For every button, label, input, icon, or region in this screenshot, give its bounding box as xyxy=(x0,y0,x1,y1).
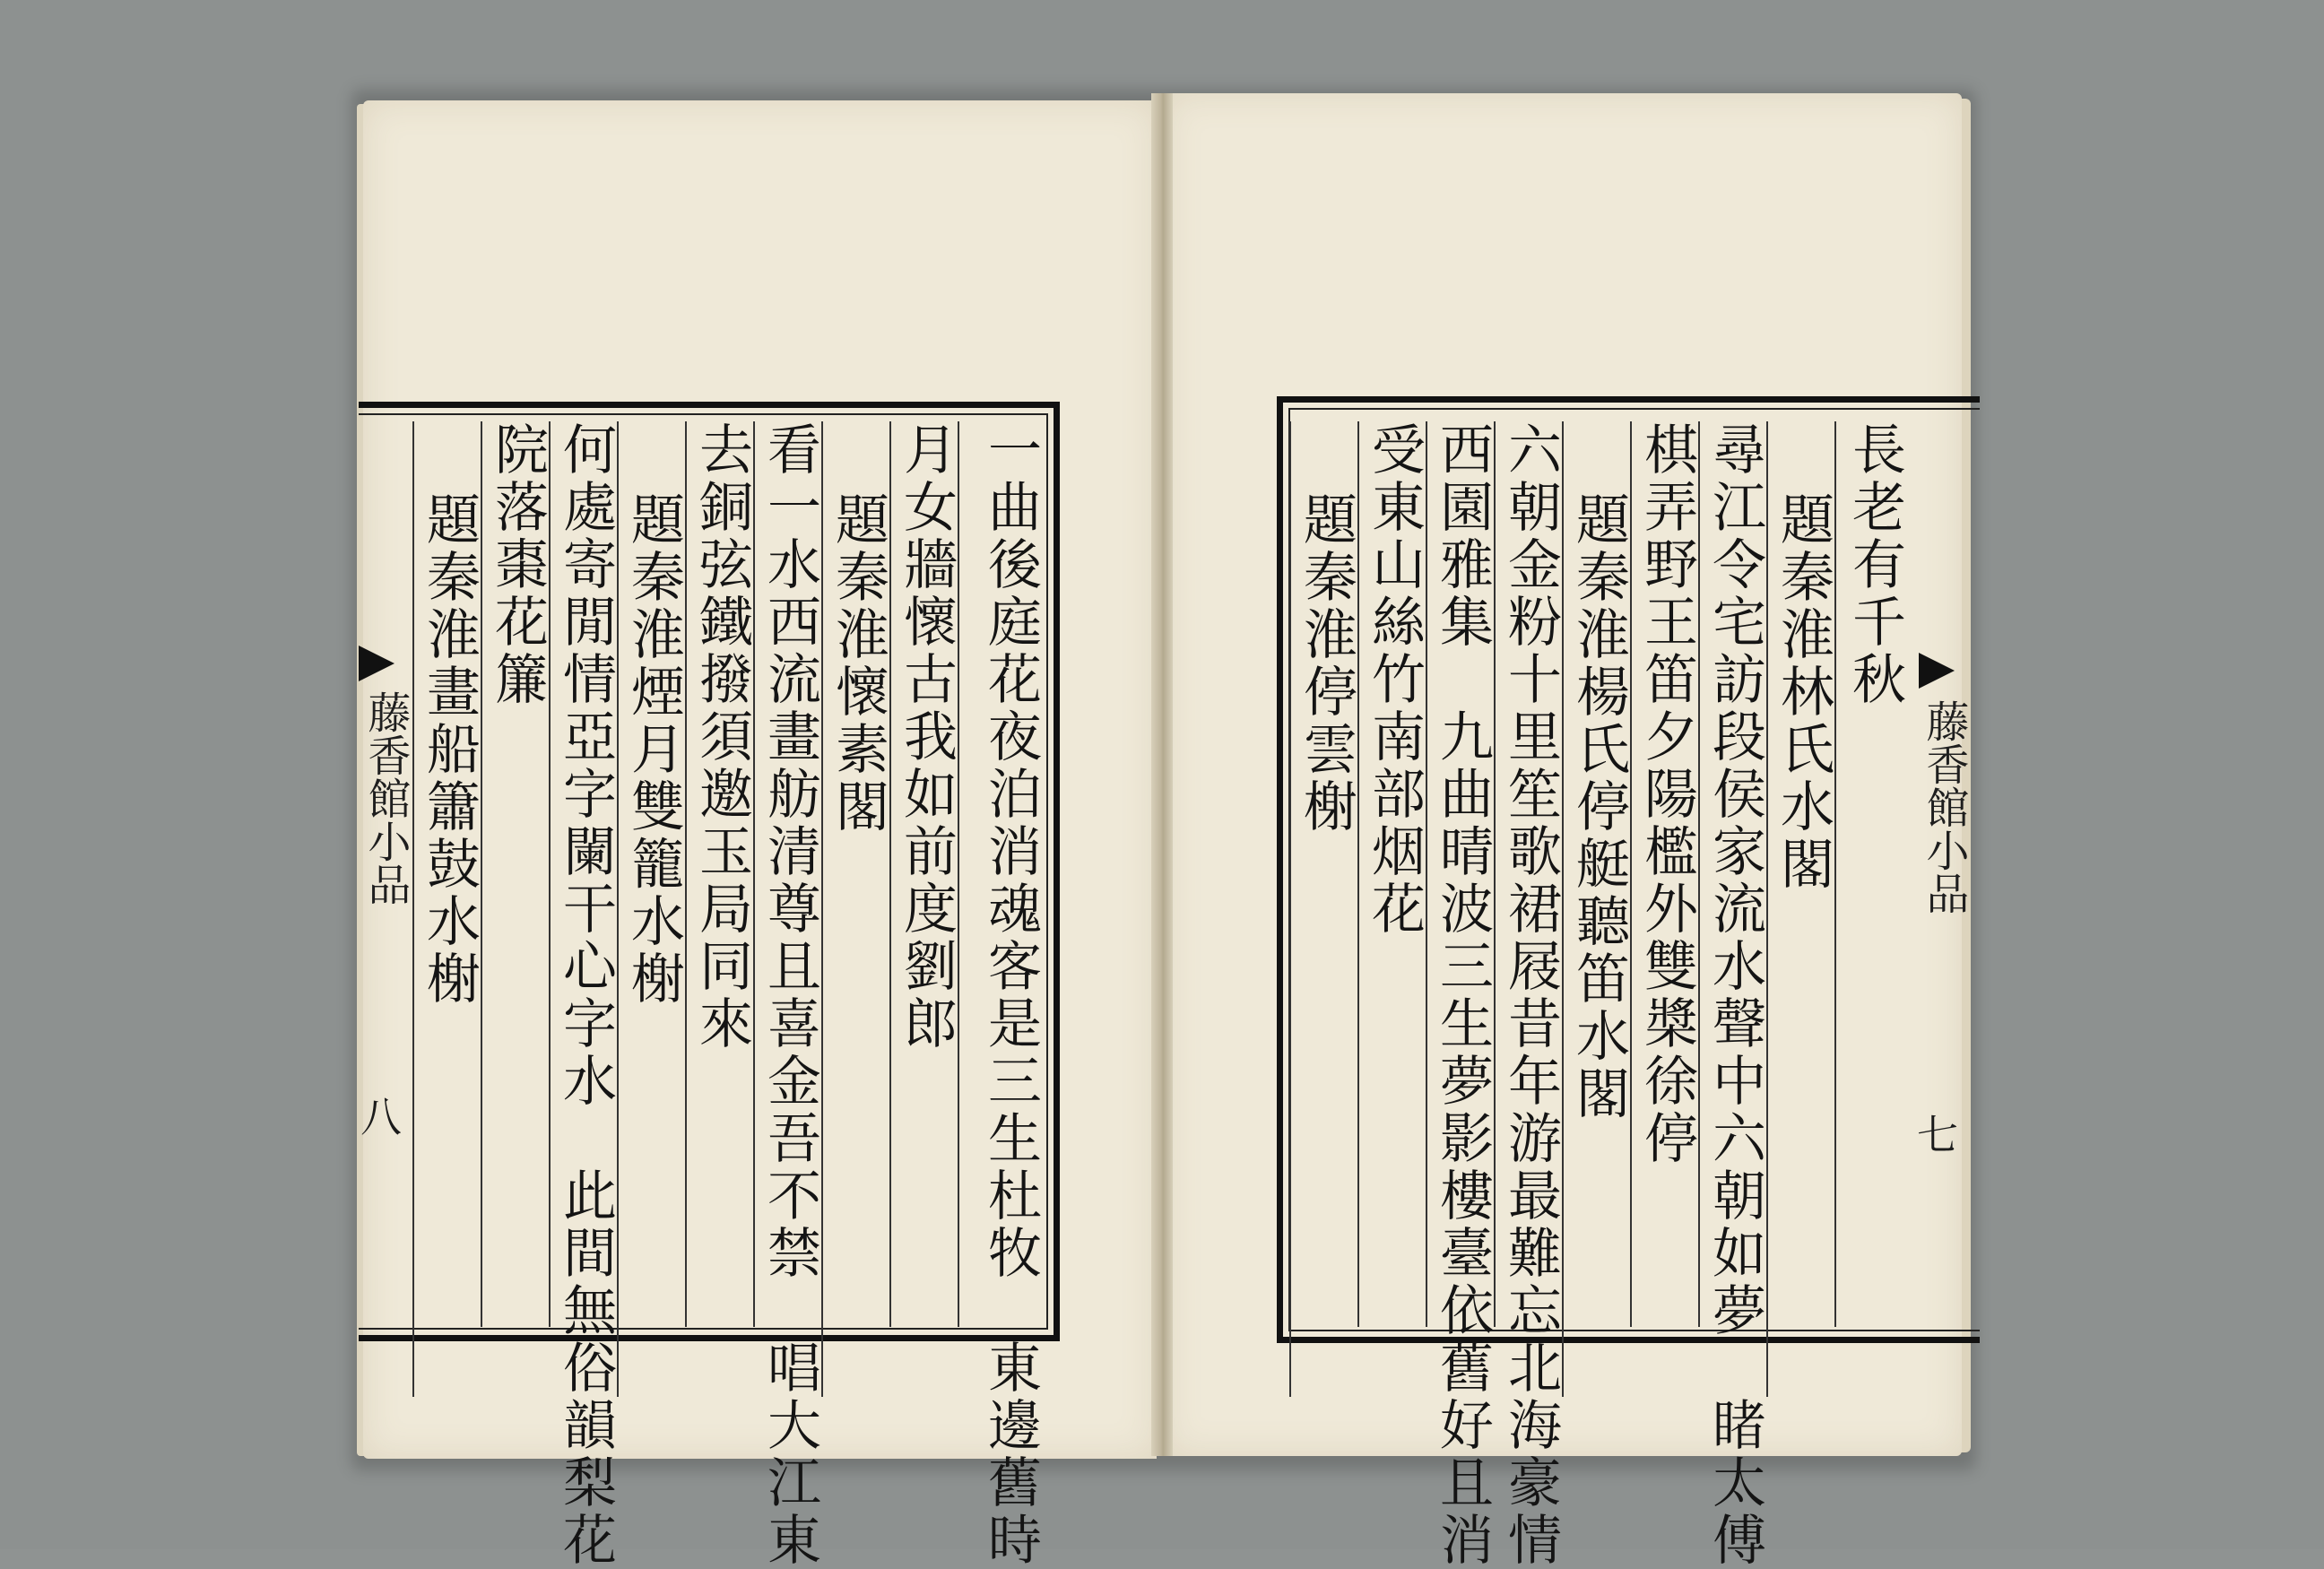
left-column-2: 月女牆懷古我如前度劉郎 xyxy=(889,421,959,1327)
left-page-number: 八 xyxy=(360,1093,402,1141)
right-column-7: 西園雅集 九曲晴波三生夢影樓臺依舊好且消 xyxy=(1426,421,1496,1327)
book-gutter xyxy=(1151,93,1173,1456)
left-column-3: 題秦淮懷素閣 xyxy=(821,421,891,1397)
right-column-1: 長老有千秋 xyxy=(1834,421,1908,1327)
right-column-6: 六朝金粉十里笙歌裙屐昔年游最難忘北海豪情 xyxy=(1494,421,1564,1327)
right-column-5: 題秦淮楊氏停艇聽笛水閣 xyxy=(1562,421,1632,1397)
left-fold-title: 藤香館小品 xyxy=(360,690,411,906)
right-fold-title: 藤香館小品 xyxy=(1919,699,1969,915)
left-column-4: 看一水西流畫舫清尊且喜金吾不禁 唱大江東 xyxy=(753,421,823,1327)
left-column-1: 一曲後庭花夜泊消魂客是三生杜牧 東邊舊時 xyxy=(958,421,1044,1327)
right-column-9: 題秦淮停雲榭 xyxy=(1289,421,1359,1397)
right-column-4: 棋弄野王笛夕陽檻外雙槳徐停 xyxy=(1630,421,1700,1327)
left-fishtail-mark xyxy=(359,646,395,681)
left-column-9: 題秦淮畫船簫鼓水榭 xyxy=(412,421,482,1397)
right-fishtail-mark xyxy=(1919,653,1955,689)
right-page-number: 七 xyxy=(1917,1111,1958,1159)
right-column-3: 尋江令宅訪段侯家流水聲中六朝如夢 睹太傅 xyxy=(1698,421,1768,1327)
left-column-5: 去銅弦鐵撥須邀玉局同來 xyxy=(685,421,755,1327)
right-column-8: 受東山絲竹南部烟花 xyxy=(1357,421,1427,1327)
left-column-7: 何處寄閒情亞字闌干心字水 此間無俗韻梨花 xyxy=(549,421,619,1327)
left-column-6: 題秦淮煙月雙籠水榭 xyxy=(617,421,687,1397)
left-column-8: 院落棗花簾 xyxy=(481,421,551,1327)
right-column-2: 題秦淮林氏水閣 xyxy=(1766,421,1836,1397)
